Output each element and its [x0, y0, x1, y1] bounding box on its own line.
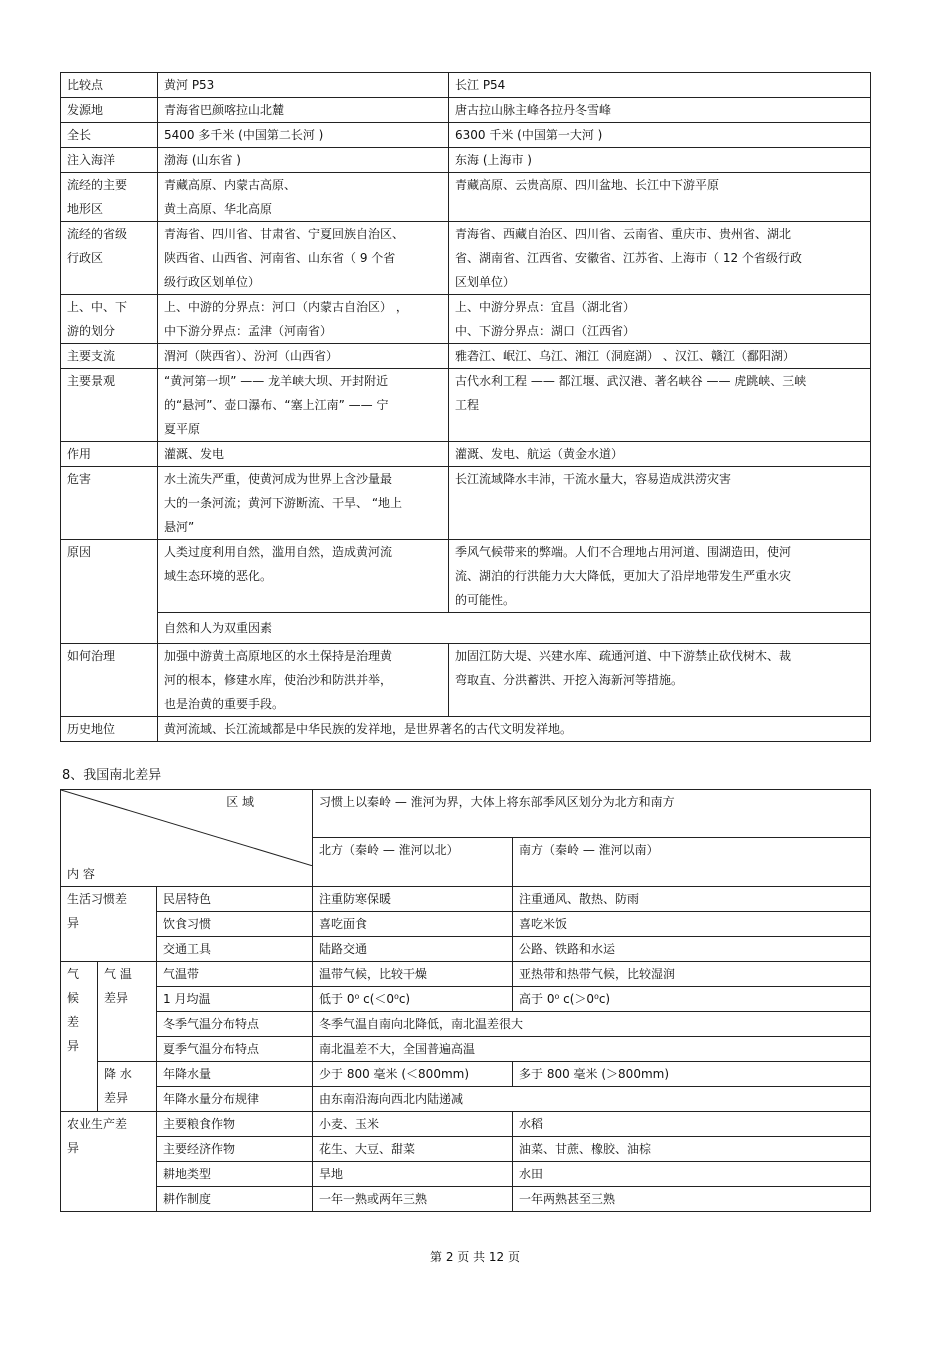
river-comparison-table [60, 72, 871, 742]
huanghe-cell: 灌溉、发电 [158, 442, 449, 467]
row-label: 注入海洋 [61, 148, 158, 173]
huanghe-cell: 青海省、四川省、甘肃省、宁夏回族自治区、 陕西省、山西省、河南省、山东省（ 9 个省 级行政区划单位） [158, 222, 449, 295]
header-cell: 黄河 P53 [158, 73, 449, 98]
north-cell: 一年一熟或两年三熟 [313, 1187, 513, 1212]
changjiang-cell: 上、中游分界点：宜昌（湖北省） 中、下游分界点：湖口（江西省） [449, 295, 871, 344]
huanghe-cell: “黄河第一坝” —— 龙羊峡大坝、开封附近 的“悬河”、壶口瀑布、“塞上江南” —— 宁 夏平原 [158, 369, 449, 442]
table-row [61, 222, 871, 295]
page-number-footer: 第 2 页 共 12 页 [430, 1250, 520, 1264]
huanghe-cell: 水土流失严重，使黄河成为世界上含沙量最 大的一条河流；黄河下游断流、干旱、 “地上 悬河” [158, 467, 449, 540]
changjiang-cell: 唐古拉山脉主峰各拉丹冬雪峰 [449, 98, 871, 123]
changjiang-cell: 季风气候带来的弊端。人们不合理地占用河道、围湖造田，使河 流、湖泊的行洪能力大大降低，更加大了沿岸地带发生严重水灾 的可能性。 [449, 540, 871, 613]
item-cell: 冬季气温分布特点 [157, 1012, 313, 1037]
category-label: 气 候 差 异 [61, 962, 98, 1112]
row-label: 作用 [61, 442, 158, 467]
south-cell: 水稻 [513, 1112, 871, 1137]
table-row [61, 962, 871, 987]
table-row [61, 1062, 871, 1087]
changjiang-cell: 6300 千米 (中国第一大河 ) [449, 123, 871, 148]
table-row [61, 173, 871, 222]
north-cell: 旱地 [313, 1162, 513, 1187]
row-label: 发源地 [61, 98, 158, 123]
item-cell: 年降水量分布规律 [157, 1087, 313, 1112]
table-row [61, 344, 871, 369]
item-cell: 年降水量 [157, 1062, 313, 1087]
south-cell: 高于 0⁰ c(＞0⁰c) [513, 987, 871, 1012]
south-cell: 水田 [513, 1162, 871, 1187]
south-cell: 喜吃米饭 [513, 912, 871, 937]
huanghe-cell: 5400 多千米 (中国第二长河 ) [158, 123, 449, 148]
south-cell: 多于 800 毫米 (＞800mm) [513, 1062, 871, 1087]
row-label: 主要景观 [61, 369, 158, 442]
south-cell: 注重通风、散热、防雨 [513, 887, 871, 912]
north-cell: 温带气候，比较干燥 [313, 962, 513, 987]
table-row [61, 613, 871, 644]
section-title: 8、我国南北差异 [62, 768, 162, 783]
header-cell: 比较点 [61, 73, 158, 98]
south-cell: 一年两熟甚至三熟 [513, 1187, 871, 1212]
row-label: 危害 [61, 467, 158, 540]
table-row [61, 717, 871, 742]
subcategory-label: 降 水 差异 [98, 1062, 157, 1112]
changjiang-cell: 灌溉、发电、航运（黄金水道） [449, 442, 871, 467]
table-row [61, 1087, 871, 1112]
row-label: 如何治理 [61, 644, 158, 717]
diagonal-header-cell [61, 790, 313, 887]
changjiang-cell: 青海省、西藏自治区、四川省、云南省、重庆市、贵州省、湖北 省、湖南省、江西省、安徽省、江苏省、上海市（ 12 个省级行政 区划单位） [449, 222, 871, 295]
huanghe-cell: 加强中游黄土高原地区的水土保持是治理黄 河的根本，修建水库，使治沙和防洪并举， 也是治黄的重要手段。 [158, 644, 449, 717]
row-label: 历史地位 [61, 717, 158, 742]
table-row [61, 1137, 871, 1162]
south-cell: 亚热带和热带气候，比较湿润 [513, 962, 871, 987]
table-row [61, 148, 871, 173]
huanghe-cell: 渤海 (山东省 ) [158, 148, 449, 173]
north-cell: 注重防寒保暖 [313, 887, 513, 912]
north-cell: 陆路交通 [313, 937, 513, 962]
row-label: 流经的省级 行政区 [61, 222, 158, 295]
item-cell: 1 月均温 [157, 987, 313, 1012]
both-cell: 南北温差不大，全国普遍高温 [313, 1037, 871, 1062]
huanghe-cell: 渭河（陕西省）、汾河（山西省） [158, 344, 449, 369]
table-row [61, 73, 871, 98]
table-row [61, 912, 871, 937]
item-cell: 民居特色 [157, 887, 313, 912]
table-row [61, 442, 871, 467]
item-cell: 耕地类型 [157, 1162, 313, 1187]
changjiang-cell: 加固江防大堤、兴建水库、疏通河道、中下游禁止砍伐树木、裁 弯取直、分洪蓄洪、开挖入海新河等措施。 [449, 644, 871, 717]
table-row [61, 295, 871, 344]
table-row [61, 540, 871, 613]
table-row [61, 1187, 871, 1212]
south-cell: 公路、铁路和水运 [513, 937, 871, 962]
huanghe-cell: 青藏高原、内蒙古高原、 黄土高原、华北高原 [158, 173, 449, 222]
north-cell: 少于 800 毫米 (＜800mm) [313, 1062, 513, 1087]
table-row [61, 123, 871, 148]
south-cell: 油菜、甘蔗、橡胶、油棕 [513, 1137, 871, 1162]
table-row [61, 1112, 871, 1137]
header-cell: 长江 P54 [449, 73, 871, 98]
item-cell: 主要粮食作物 [157, 1112, 313, 1137]
north-cell: 低于 0⁰ c(＜0⁰c) [313, 987, 513, 1012]
item-cell: 夏季气温分布特点 [157, 1037, 313, 1062]
table-row [61, 790, 871, 838]
table-row [61, 887, 871, 912]
table-row [61, 1162, 871, 1187]
north-south-table [60, 789, 871, 1212]
corner-label-content: 内 容 [67, 867, 95, 881]
both-cell: 由东南沿海向西北内陆递减 [313, 1087, 871, 1112]
table-row [61, 1012, 871, 1037]
item-cell: 气温带 [157, 962, 313, 987]
corner-label-region: 区 域 [226, 795, 255, 809]
row-label: 原因 [61, 540, 158, 644]
table-row [61, 987, 871, 1012]
item-cell: 饮食习惯 [157, 912, 313, 937]
changjiang-cell: 长江流域降水丰沛，干流水量大，容易造成洪涝灾害 [449, 467, 871, 540]
row-label: 上、中、下 游的划分 [61, 295, 158, 344]
diagonal-line [61, 790, 313, 866]
both-cell: 冬季气温自南向北降低，南北温差很大 [313, 1012, 871, 1037]
both-cell: 黄河流域、长江流域都是中华民族的发祥地，是世界著名的古代文明发祥地。 [158, 717, 871, 742]
row-label: 主要支流 [61, 344, 158, 369]
category-label: 生活习惯差 异 [61, 887, 157, 962]
north-header: 北方（秦岭 — 淮河以北） [313, 838, 513, 887]
huanghe-cell: 上、中游的分界点：河口（内蒙古自治区） ， 中下游分界点：孟津（河南省） [158, 295, 449, 344]
item-cell: 耕作制度 [157, 1187, 313, 1212]
row-label: 全长 [61, 123, 158, 148]
boundary-header: 习惯上以秦岭 — 淮河为界，大体上将东部季风区划分为北方和南方 [313, 790, 871, 838]
row-label: 流经的主要 地形区 [61, 173, 158, 222]
table-row [61, 1037, 871, 1062]
north-cell: 喜吃面食 [313, 912, 513, 937]
table-row [61, 644, 871, 717]
north-cell: 小麦、玉米 [313, 1112, 513, 1137]
table-row [61, 937, 871, 962]
changjiang-cell: 古代水利工程 —— 都江堰、武汉港、著名峡谷 —— 虎跳峡、三峡 工程 [449, 369, 871, 442]
item-cell: 交通工具 [157, 937, 313, 962]
table-row [61, 467, 871, 540]
huanghe-cell: 青海省巴颜喀拉山北麓 [158, 98, 449, 123]
changjiang-cell: 雅砻江、岷江、乌江、湘江（洞庭湖） 、汉江、赣江（鄱阳湖） [449, 344, 871, 369]
south-header: 南方（秦岭 — 淮河以南） [513, 838, 871, 887]
common-cause-cell: 自然和人为双重因素 [158, 613, 871, 644]
table-row [61, 98, 871, 123]
north-cell: 花生、大豆、甜菜 [313, 1137, 513, 1162]
subcategory-label: 气 温 差异 [98, 962, 157, 1062]
category-label: 农业生产差 异 [61, 1112, 157, 1212]
changjiang-cell: 青藏高原、云贵高原、四川盆地、长江中下游平原 [449, 173, 871, 222]
huanghe-cell: 人类过度利用自然，滥用自然，造成黄河流 域生态环境的恶化。 [158, 540, 449, 613]
item-cell: 主要经济作物 [157, 1137, 313, 1162]
changjiang-cell: 东海 (上海市 ) [449, 148, 871, 173]
table-row [61, 369, 871, 442]
